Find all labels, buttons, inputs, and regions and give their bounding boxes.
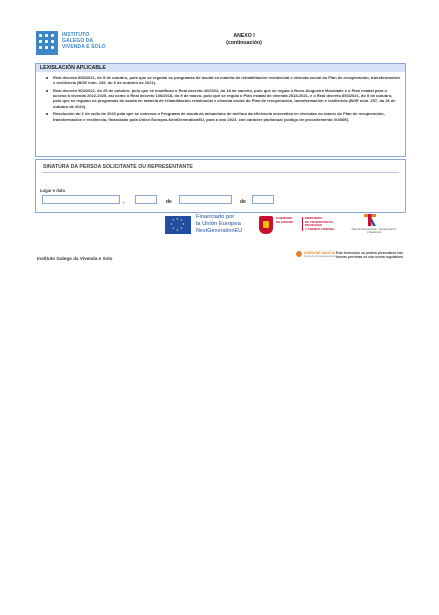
spain-coat-of-arms-icon [259, 216, 273, 234]
ministry-label-line: Y AGENDA URBANA [305, 226, 335, 231]
logo-line-1: INSTITUTO [62, 32, 90, 38]
logo-wordmark [62, 32, 106, 51]
legislation-item: Resolución do 1 de xullo de 2023 pola que se convoca o Programa de axuda ás actuacións de mellora da eficiencia enerxética en vivendas no marco do Plan de recuperación, transformación e resiliencia, financiado pola Unión Europea-NextGenerationEU, para o ano 2023, con carácter plurianual (código de procedemento VI406E). [45, 111, 400, 121]
gov-divider [302, 217, 303, 231]
gov-label [276, 217, 293, 224]
ministry-label [305, 217, 345, 231]
comma-separator: , [123, 199, 125, 205]
footer-reference [296, 251, 408, 265]
submission-note: Este formulario só poderá presentarse nas formas previstas na súa norma reguladora [336, 251, 404, 259]
recovery-plan-text: Plan de Recuperación, Transformación y Resiliencia [351, 228, 397, 235]
gov-label-line: GOBIERNO [276, 216, 293, 220]
year-field[interactable] [252, 195, 274, 204]
signature-section [35, 159, 406, 213]
procedures-guide-icon [296, 251, 302, 257]
legislation-list [45, 75, 400, 124]
eu-line-2: la Unión Europea [196, 220, 241, 227]
day-field[interactable] [135, 195, 157, 204]
eu-funding-logo [165, 214, 251, 236]
legislation-item: Real decreto 903/2022, do 25 de outubro, polo que se modifican o Real decreto 42/2022, do 18 de xaneiro, polo que se regula o Bono Alugueiro Mocidade e o Plan estatal para o acceso á vivenda 2022-2025, así como o Real decreto 106/2018, do 9 de marzo, polo que se regula o Plan estatal de vivenda 2018-2021, e o Real decreto 853/2021, do 5 de outubro, polo que se regulan os programas de axuda en materia de rehabilitación residencial e vivenda social do Plan de recuperación, transformación e resiliencia (BOE núm. 257, do 26 de outubro de 2022). [45, 88, 400, 109]
legislation-header-bar [36, 64, 405, 72]
annex-title: ANEXO I [233, 33, 255, 39]
gov-label-line: DE ESPAÑA [276, 219, 294, 224]
recovery-plan-icon [363, 213, 377, 227]
signature-title: SINATURA DA PERSOA SOLICITANTE OU REPRESENTANTE [43, 164, 193, 170]
eu-flag-icon: ★ ★ ★ ★ ★ ★ ★ ★ [165, 216, 191, 234]
annex-subtitle: (continuación) [226, 39, 262, 46]
de-separator-2: de [240, 199, 246, 205]
government-of-spain-logo [259, 214, 345, 236]
legislation-title: LEXISLACIÓN APLICABLE [40, 65, 106, 71]
ministry-label-line: DE TRANSPORTES, MOVILIDAD [305, 219, 334, 228]
logo-line-3: VIVENDA E SOLO [62, 44, 106, 51]
xunta-emblem-icon [36, 31, 58, 55]
eu-line-1: Financiado por [196, 214, 235, 220]
logo-line-2: GALEGO DA [62, 38, 94, 45]
de-separator-1: de [166, 199, 172, 205]
place-date-label: Lugar e data [40, 188, 65, 193]
procedures-guide-label: Guía de procedementos [304, 254, 337, 258]
annex-heading [200, 33, 288, 46]
legislation-item: Real decreto 853/2021, do 5 de outubro, polo que se regulan os programas de axuda en materia de rehabilitación residencial e vivenda social do Plan de recuperación, transformación e resiliencia (BOE núm. 239, do 6 de outubro de 2021). [45, 75, 400, 85]
signature-divider [42, 172, 399, 173]
footer-institute-name: Instituto Galego da Vivenda e Solo [37, 256, 113, 261]
ivs-logo [36, 31, 136, 57]
month-field[interactable] [179, 195, 232, 204]
eu-funding-text [196, 214, 241, 227]
ministry-label-line: MINISTERIO [305, 216, 323, 220]
place-field[interactable] [42, 195, 120, 204]
xunta-brand: XUNTA DE GALICIA [304, 251, 335, 255]
legislation-section [35, 63, 406, 157]
recovery-plan-logo [351, 213, 403, 239]
next-generation-eu: NextGenerationEU [196, 228, 243, 234]
